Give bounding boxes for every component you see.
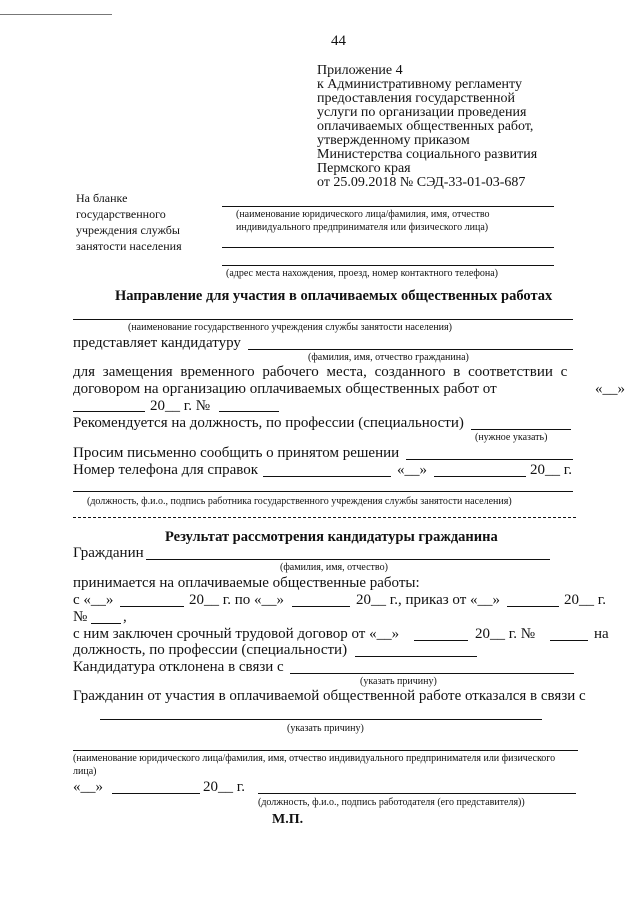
rejected-reason-line[interactable] xyxy=(290,673,574,674)
presents-text: представляет кандидатуру xyxy=(73,335,241,351)
refused-text: Гражданин от участия в оплачиваемой общественной работе отказался в связи с xyxy=(73,688,586,704)
recommended-text: Рекомендуется на должность, по профессии (специальности) xyxy=(73,415,464,431)
employer-signature-hint: (должность, ф.и.о., подпись работодателя (его представителя)) xyxy=(258,797,525,808)
addressee-name-line-2[interactable] xyxy=(222,247,554,248)
period-from: с «__» xyxy=(73,592,114,608)
appendix-line: Пермского края xyxy=(317,161,411,176)
rejected-text: Кандидатура отклонена в связи с xyxy=(73,659,284,675)
stamp-label: М.П. xyxy=(272,812,304,827)
blank-note-line: На бланке xyxy=(76,191,128,205)
request-text: Просим письменно сообщить о принятом решении xyxy=(73,445,400,461)
blank-note-line: занятости населения xyxy=(76,239,182,253)
position-field[interactable] xyxy=(355,656,477,657)
period-to-year: 20__ г., приказ от «__» xyxy=(356,592,501,608)
order-year: 20__ г. xyxy=(564,592,606,608)
center-name-hint: (наименование государственного учреждения службы занятости населения) xyxy=(128,322,452,333)
contract-number-field[interactable] xyxy=(550,640,588,641)
specify-hint: (нужное указать) xyxy=(475,432,548,443)
page-number: 44 xyxy=(331,33,346,49)
blank-note-line: государственного xyxy=(76,207,166,221)
employer-name-line[interactable] xyxy=(73,750,578,751)
rejected-reason-hint: (указать причину) xyxy=(360,676,437,687)
addressee-name-hint: индивидуального предпринимателя или физического лица) xyxy=(236,222,489,233)
citizen-label: Гражданин xyxy=(73,545,144,561)
appendix-line: от 25.09.2018 № СЭД-33-01-03-687 xyxy=(317,175,526,190)
appendix-line: услуги по организации проведения xyxy=(317,105,527,120)
employer-date-year: 20__ г. xyxy=(203,779,245,795)
order-number-comma: , xyxy=(123,609,127,625)
contract-text: с ним заключен срочный трудовой договор от «__» xyxy=(73,626,400,642)
employee-signature-hint: (должность, ф.и.о., подпись работника государственного учреждения службы занятости населения) xyxy=(87,496,512,507)
appendix-line: утвержденному приказом xyxy=(317,133,470,148)
accepted-text: принимается на оплачиваемые общественные работы: xyxy=(73,575,420,591)
order-month-line[interactable] xyxy=(507,606,559,607)
top-border-line xyxy=(0,14,112,15)
candidate-name-line[interactable] xyxy=(248,349,573,350)
phone-date-year: 20__ г. xyxy=(530,462,572,478)
document-title: Направление для участия в оплачиваемых общественных работах xyxy=(115,288,553,304)
phone-date-quote: «__» xyxy=(397,462,427,478)
decision-line[interactable] xyxy=(406,459,573,460)
employer-date-quote: «__» xyxy=(73,779,103,795)
period-from-year: 20__ г. по «__» xyxy=(189,592,284,608)
employer-name-hint: (наименование юридического лица/фамилия, имя, отчество индивидуального предпринимателя или физического xyxy=(73,753,556,764)
employee-signature-line[interactable] xyxy=(73,491,573,492)
period-from-month-line[interactable] xyxy=(120,606,184,607)
blank-note-line: учреждения службы xyxy=(76,223,180,237)
refused-reason-line[interactable] xyxy=(100,719,542,720)
appendix-line: предоставления государственной xyxy=(317,91,516,106)
addressee-name-hint: (наименование юридического лица/фамилия, имя, отчество xyxy=(236,209,490,220)
appendix-line: Министерства социального развития xyxy=(317,147,538,162)
contract-number-line[interactable] xyxy=(219,411,279,412)
candidate-name-hint: (фамилия, имя, отчество гражданина) xyxy=(308,352,469,363)
center-name-line[interactable] xyxy=(73,319,573,320)
employer-name-hint: лица) xyxy=(73,766,97,777)
phone-label: Номер телефона для справок xyxy=(73,462,259,478)
position-text: должность, по профессии (специальности) xyxy=(73,642,348,658)
position-line[interactable] xyxy=(471,429,571,430)
contract-date-quote: «__» xyxy=(595,381,625,397)
citizen-name-line[interactable] xyxy=(146,559,550,560)
contract-year-label: 20__ г. № xyxy=(150,398,211,414)
result-title: Результат рассмотрения кандидатуры гражданина xyxy=(165,529,498,545)
order-number-line[interactable] xyxy=(91,623,121,624)
appendix-line: оплачиваемых общественных работ, xyxy=(317,119,534,134)
employer-date-month-line[interactable] xyxy=(112,793,200,794)
phone-date-month-line[interactable] xyxy=(434,476,526,477)
order-number-label: № xyxy=(73,609,88,625)
contract-day-line[interactable] xyxy=(73,411,145,412)
employer-signature-line[interactable] xyxy=(258,793,576,794)
appendix-line: Приложение 4 xyxy=(317,63,403,78)
refused-reason-hint: (указать причину) xyxy=(287,723,364,734)
period-to-month-line[interactable] xyxy=(292,606,350,607)
contract-year: 20__ г. № xyxy=(475,626,536,642)
cut-line xyxy=(73,517,576,518)
contract-on: на xyxy=(594,626,609,642)
addressee-name-line[interactable] xyxy=(222,206,554,207)
phone-number-line[interactable] xyxy=(263,476,391,477)
addressee-address-line[interactable] xyxy=(222,265,554,266)
addressee-address-hint: (адрес места нахождения, проезд, номер контактного телефона) xyxy=(226,268,498,279)
contract-month-line[interactable] xyxy=(414,640,468,641)
referral-paragraph-line-2: договором на организацию оплачиваемых общественных работ от xyxy=(73,381,497,397)
appendix-line: к Административному регламенту xyxy=(317,77,522,92)
citizen-name-hint: (фамилия, имя, отчество) xyxy=(280,562,388,573)
referral-paragraph-line-1: для замещения временного рабочего места, созданного в соответствии с xyxy=(73,364,568,380)
